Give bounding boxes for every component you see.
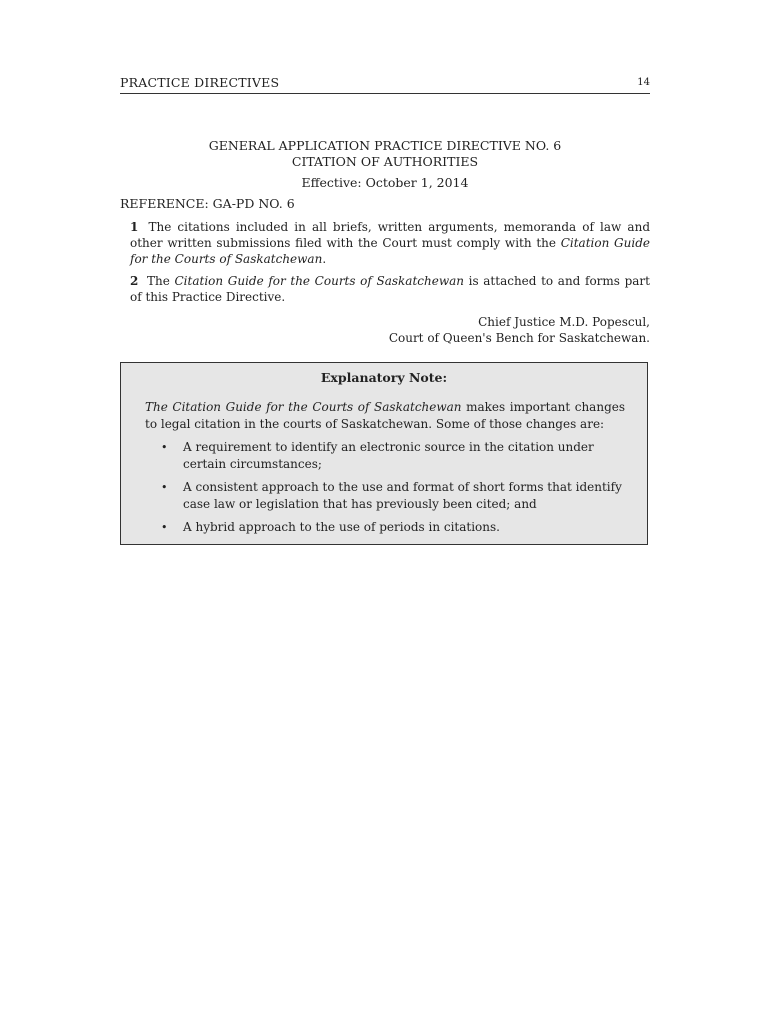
signature-court: Court of Queen's Bench for Saskatchewan. [388,331,650,345]
directive-subtitle: CITATION OF AUTHORITIES [291,154,479,169]
paragraph-1 [130,219,650,267]
list-item [145,519,625,536]
note-intro [145,399,625,433]
list-item-text: A hybrid approach to the use of periods in citations. [183,520,500,534]
guide-title: Citation Guide for the Courts of Saskatchewan [174,274,464,288]
bullet-icon: • [161,481,168,494]
directive-title: GENERAL APPLICATION PRACTICE DIRECTIVE NO. 6 [208,138,562,153]
bullet-icon: • [161,441,168,454]
paragraph-text-end: . [322,252,327,266]
paragraph-number: 2 [130,274,139,288]
signature-name: Chief Justice M.D. Popescul, [478,315,650,329]
paragraph-text: The [147,274,175,288]
reference-line: REFERENCE: GA-PD NO. 6 [120,196,295,211]
paragraph-text: The citations included in all briefs, written arguments, memoranda of law and other written submissions filed with the Court must comply with the [130,220,650,250]
note-intro-text: makes important changes to legal citation in the courts of Saskatchewan. Some of those changes are: [145,400,626,431]
bullet-icon: • [161,521,168,534]
page-number: 14 [637,77,650,88]
paragraph-2 [130,273,650,305]
explanatory-note-box [120,362,648,545]
list-item-text: A requirement to identify an electronic source in the citation under certain circumstances; [183,440,594,471]
running-title: PRACTICE DIRECTIVES [120,75,280,90]
running-header [120,75,650,94]
note-heading: Explanatory Note: [320,370,448,385]
guide-title: Citation Guide for the Courts of Saskatchewan [130,236,650,266]
paragraph-text-end: is attached to and forms part of this Practice Directive. [130,274,650,304]
list-item [145,479,625,513]
list-item [145,439,625,473]
note-bullet-list [145,439,625,542]
paragraph-number: 1 [130,220,139,234]
note-guide-title: The Citation Guide for the Courts of Saskatchewan [145,400,462,414]
list-item-text: A consistent approach to the use and format of short forms that identify case law or legislation that has previously been cited; and [183,480,622,511]
effective-date: Effective: October 1, 2014 [301,175,469,190]
